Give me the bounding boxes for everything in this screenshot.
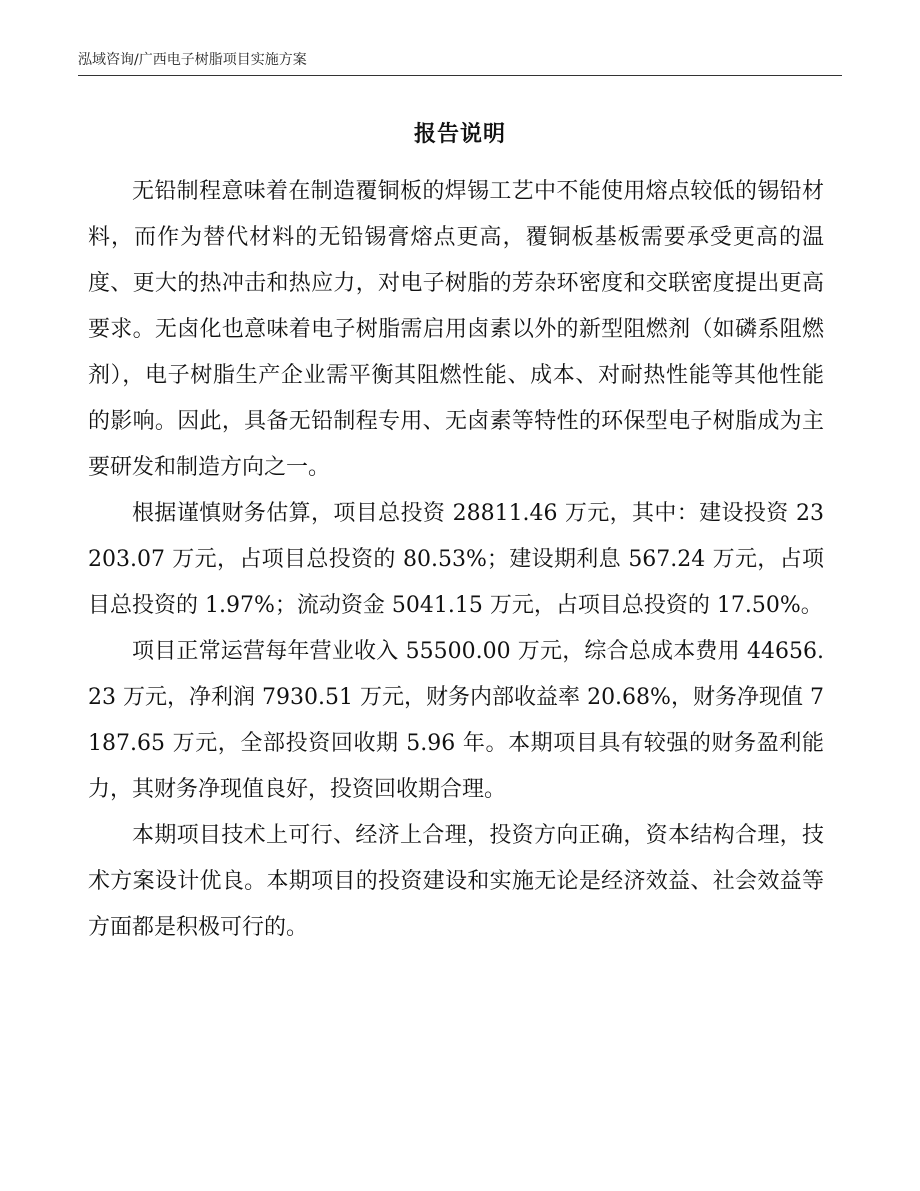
paragraph-lead-free-background: 无铅制程意味着在制造覆铜板的焊锡工艺中不能使用熔点较低的锡铅材料，而作为替代材料的无铅锡膏熔点更高，覆铜板基板需要承受更高的温度、更大的热冲击和热应力，对电子树脂的芳杂环密度和交联密度提出更高要求。无卤化也意味着电子树脂需启用卤素以外的新型阻燃剂（如磷系阻燃剂），电子树脂生产企业需平衡其阻燃性能、成本、对耐热性能等其他性能的影响。因此，具备无铅制程专用、无卤素等特性的环保型电子树脂成为主要研发和制造方向之一。 — [88, 179, 824, 480]
running-header: 泓域咨询/广西电子树脂项目实施方案 — [78, 50, 842, 76]
paragraph-feasibility-conclusion: 本期项目技术上可行、经济上合理，投资方向正确，资本结构合理，技术方案设计优良。本期项目的投资建设和实施无论是经济效益、社会效益等方面都是积极可行的。 — [88, 823, 824, 940]
report-body — [88, 169, 824, 951]
section-title: 报告说明 — [413, 121, 506, 147]
paragraph-investment-estimate: 根据谨慎财务估算，项目总投资 28811.46 万元，其中：建设投资 23203.07 万元，占项目总投资的 80.53%；建设期利息 567.24 万元，占项目总投资的 1.97%；流动资金 5041.15 万元，占项目总投资的 17.50%。 — [88, 501, 824, 618]
paragraph-financial-returns: 项目正常运营每年营业收入 55500.00 万元，综合总成本费用 44656.23 万元，净利润 7930.51 万元，财务内部收益率 20.68%，财务净现值 7187.65 万元，全部投资回收期 5.96 年。本期项目具有较强的财务盈利能力，其财务净现值良好，投资回收期合理。 — [88, 639, 824, 802]
